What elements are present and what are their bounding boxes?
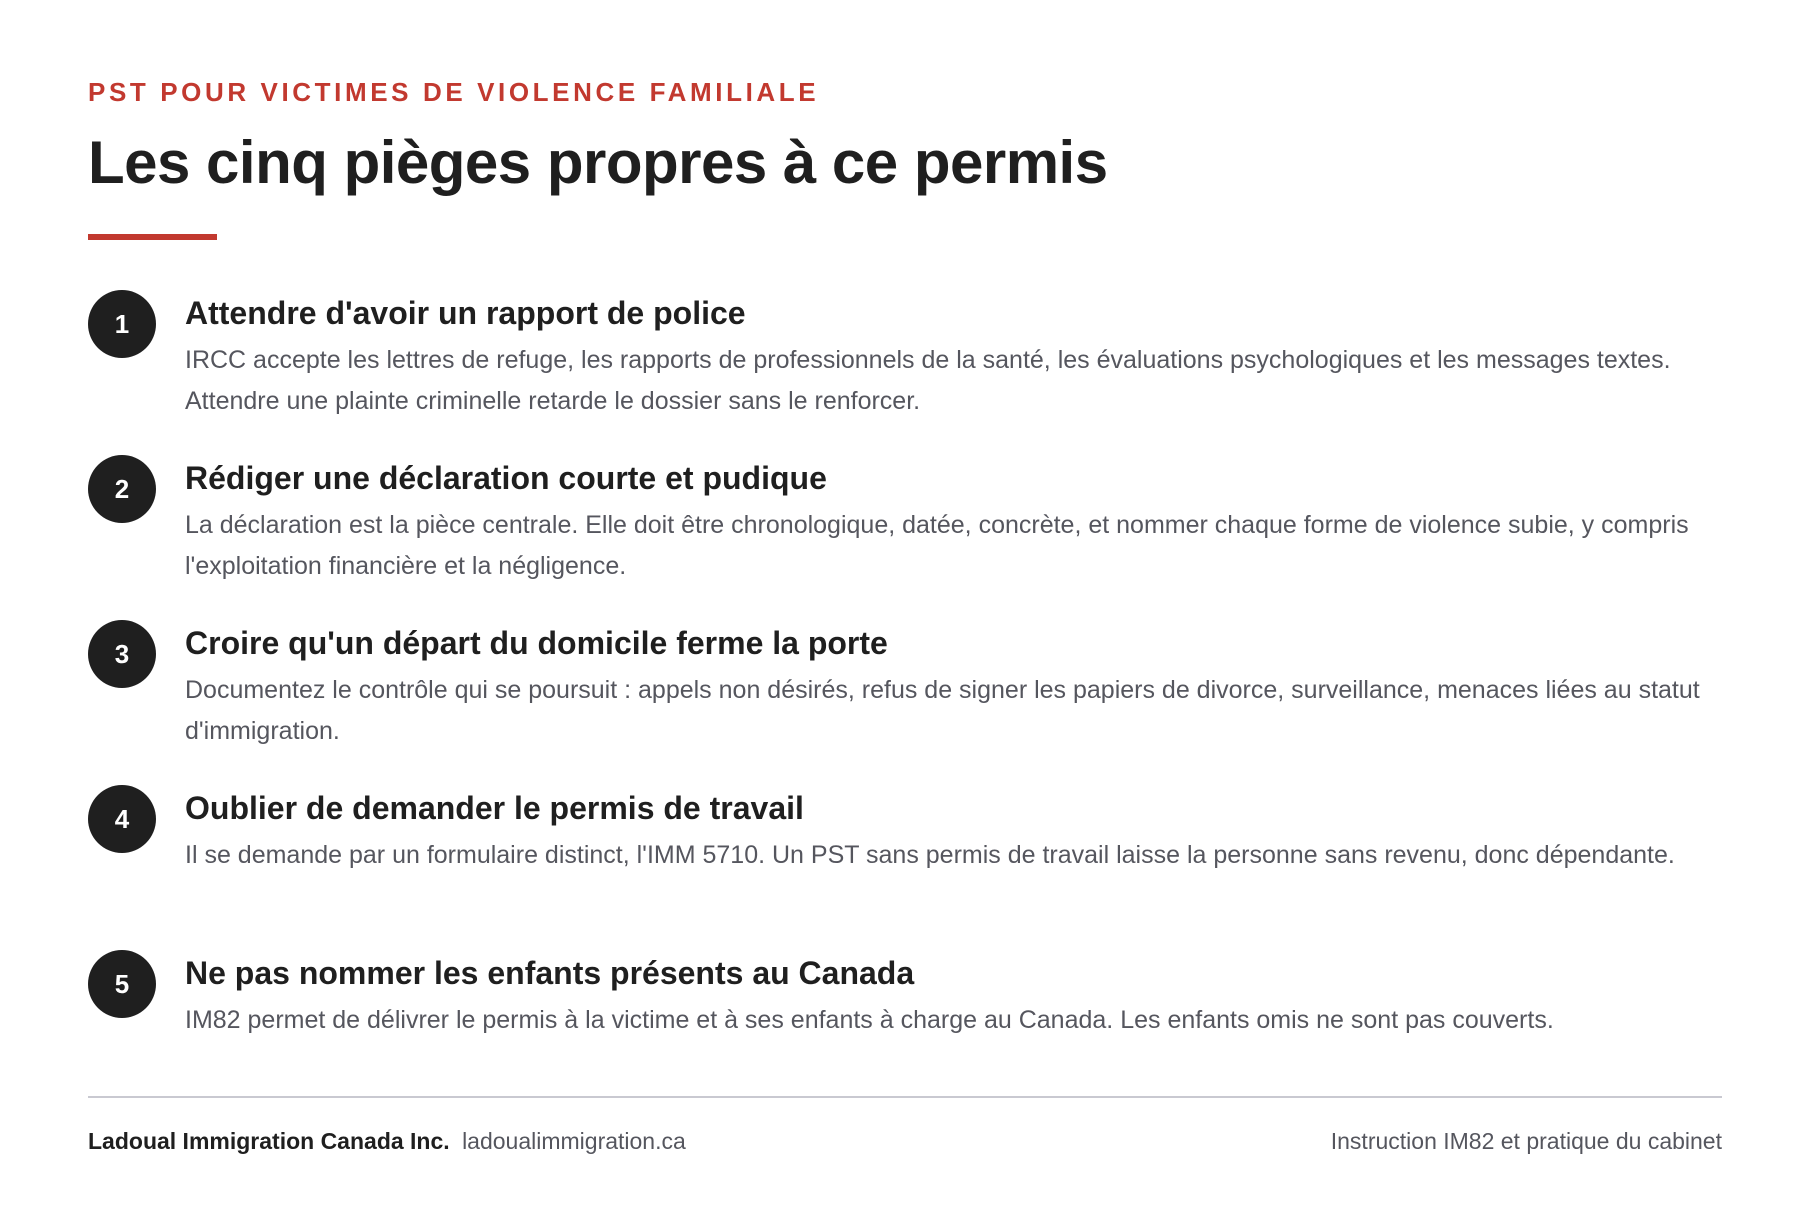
list-item-description: Documentez le contrôle qui se poursuit : appels non désirés, refus de signer les papiers de divorce, surveillance, menaces liées au statut d'immigration. [185,676,1700,745]
list-item [88,620,1722,785]
list-item [88,785,1722,950]
number-badge: 4 [88,785,156,853]
firm-url: ladoualimmigration.ca [462,1128,686,1154]
footer [88,1128,1722,1155]
list-item-title: Ne pas nommer les enfants présents au Canada [185,955,915,991]
list-item-description: Il se demande par un formulaire distinct, l'IMM 5710. Un PST sans permis de travail laisse la personne sans revenu, donc dépendante. [185,841,1675,869]
list-item [88,290,1722,455]
number-badge: 3 [88,620,156,688]
firm-credit [88,1128,686,1155]
source-note: Instruction IM82 et pratique du cabinet [1330,1128,1722,1154]
pitfalls-list [88,290,1722,1115]
list-item-description: IM82 permet de délivrer le permis à la victime et à ses enfants à charge au Canada. Les enfants omis ne sont pas couverts. [185,1006,1554,1034]
list-item-title: Oublier de demander le permis de travail [185,790,804,826]
list-item [88,455,1722,620]
list-item-description: La déclaration est la pièce centrale. Elle doit être chronologique, datée, concrète, et nommer chaque forme de violence subie, y compris l'exploitation financière et la négligence. [185,511,1689,580]
page-title: Les cinq pièges propres à ce permis [88,129,1108,196]
number-badge: 2 [88,455,156,523]
footer-divider [88,1096,1722,1098]
number-badge: 1 [88,290,156,358]
eyebrow-label: PST POUR VICTIMES DE VIOLENCE FAMILIALE [88,77,820,107]
title-accent-divider [88,234,217,240]
list-item-description: IRCC accepte les lettres de refuge, les rapports de professionnels de la santé, les évaluations psychologiques et les messages textes. Attendre une plainte criminelle retarde le dossier sans le renforcer. [185,346,1671,415]
list-item-title: Rédiger une déclaration courte et pudique [185,460,827,496]
firm-name: Ladoual Immigration Canada Inc. [88,1128,450,1154]
list-item-title: Attendre d'avoir un rapport de police [185,295,746,331]
number-badge: 5 [88,950,156,1018]
list-item [88,950,1722,1115]
list-item-title: Croire qu'un départ du domicile ferme la porte [185,625,888,661]
